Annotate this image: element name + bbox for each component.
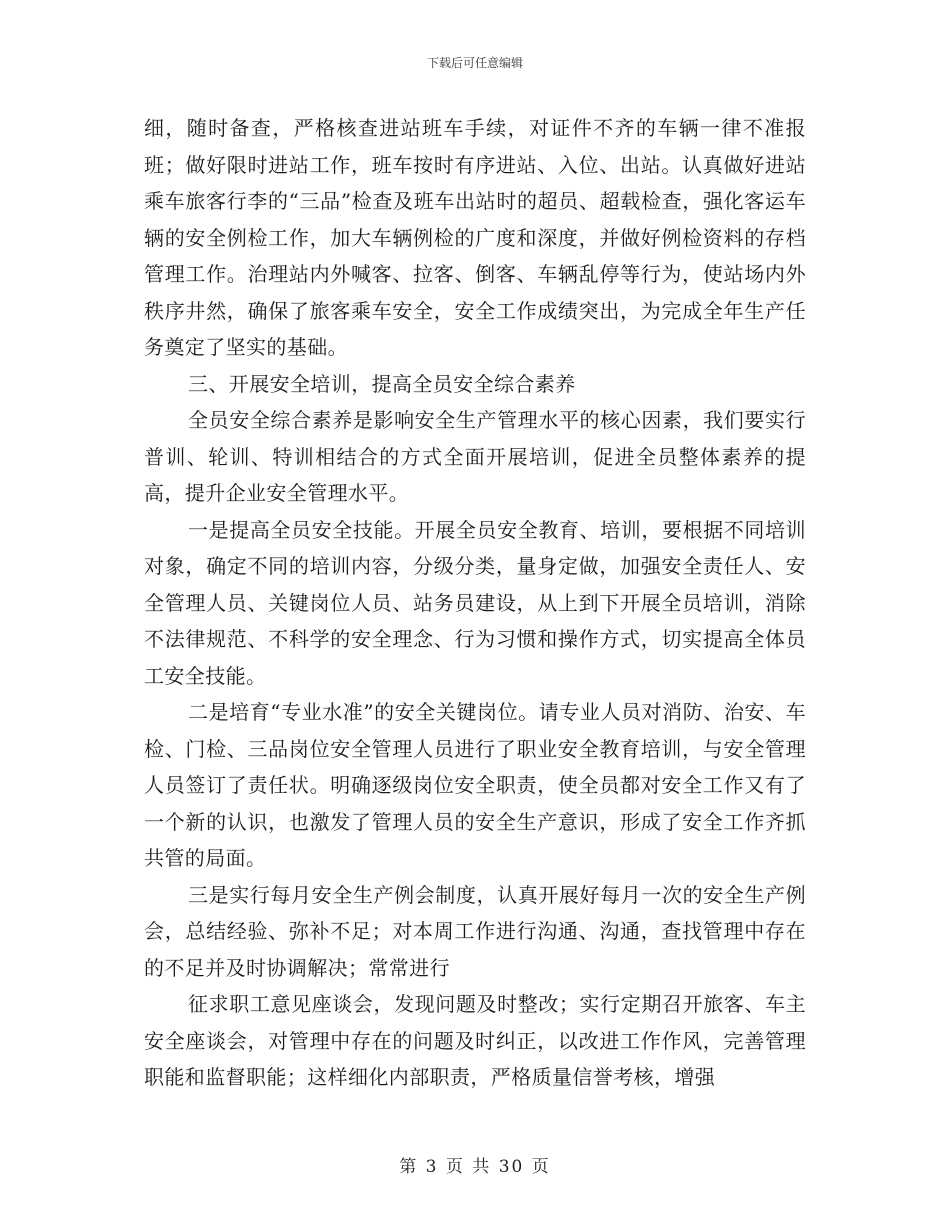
paragraph-2: 全员安全综合素养是影响安全生产管理水平的核心因素，我们要实行普训、轮训、特训相结合的方式全面开展培训，促进全员整体素养的提高，提升企业安全管理水平。 bbox=[144, 408, 806, 505]
document-body bbox=[144, 110, 806, 1096]
paragraph-6: 征求职工意见座谈会，发现问题及时整改；实行定期召开旅客、车主安全座谈会，对管理中存在的问题及时纠正，以改进工作作风，完善管理职能和监督职能；这样细化内部职责，严格质量信誉考核，增强 bbox=[144, 992, 806, 1089]
paragraph-1: 细，随时备查，严格核查进站班车手续，对证件不齐的车辆一律不准报班；做好限时进站工作，班车按时有序进站、入位、出站。认真做好进站乘车旅客行李的“三品”检查及班车出站时的超员、超载检查，强化客运车辆的安全例检工作，加大车辆例检的广度和深度，并做好例检资料的存档管理工作。治理站内外喊客、拉客、倒客、车辆乱停等行为，使站场内外秩序井然，确保了旅客乘车安全，安全工作成绩突出，为完成全年生产任务奠定了坚实的基础。 bbox=[144, 116, 806, 359]
page-number-footer: 第 3 页 共 30 页 bbox=[399, 1157, 551, 1177]
paragraph-5: 三是实行每月安全生产例会制度，认真开展好每月一次的安全生产例会，总结经验、弥补不足；对本周工作进行沟通、沟通，查找管理中存在的不足并及时协调解决；常常进行 bbox=[144, 882, 806, 980]
page-header-note: 下载后可任意编辑 bbox=[426, 56, 523, 70]
section-heading-3: 三、开展安全培训，提高全员安全综合素养 bbox=[188, 371, 576, 396]
paragraph-4: 二是培育“专业水准”的安全关键岗位。请专业人员对消防、治安、车检、门检、三品岗位安全管理人员进行了职业安全教育培训，与安全管理人员签订了责任状。明确逐级岗位安全职责，使全员都对安全工作又有了一个新的认识，也激发了管理人员的安全生产意识，形成了安全工作齐抓共管的局面。 bbox=[144, 700, 806, 870]
paragraph-3: 一是提高全员安全技能。开展全员安全教育、培训，要根据不同培训对象，确定不同的培训内容，分级分类，量身定做，加强安全责任人、安全管理人员、关键岗位人员、站务员建设，从上到下开展全员培训，消除不法律规范、不科学的安全理念、行为习惯和操作方式，切实提高全体员工安全技能。 bbox=[144, 517, 806, 688]
